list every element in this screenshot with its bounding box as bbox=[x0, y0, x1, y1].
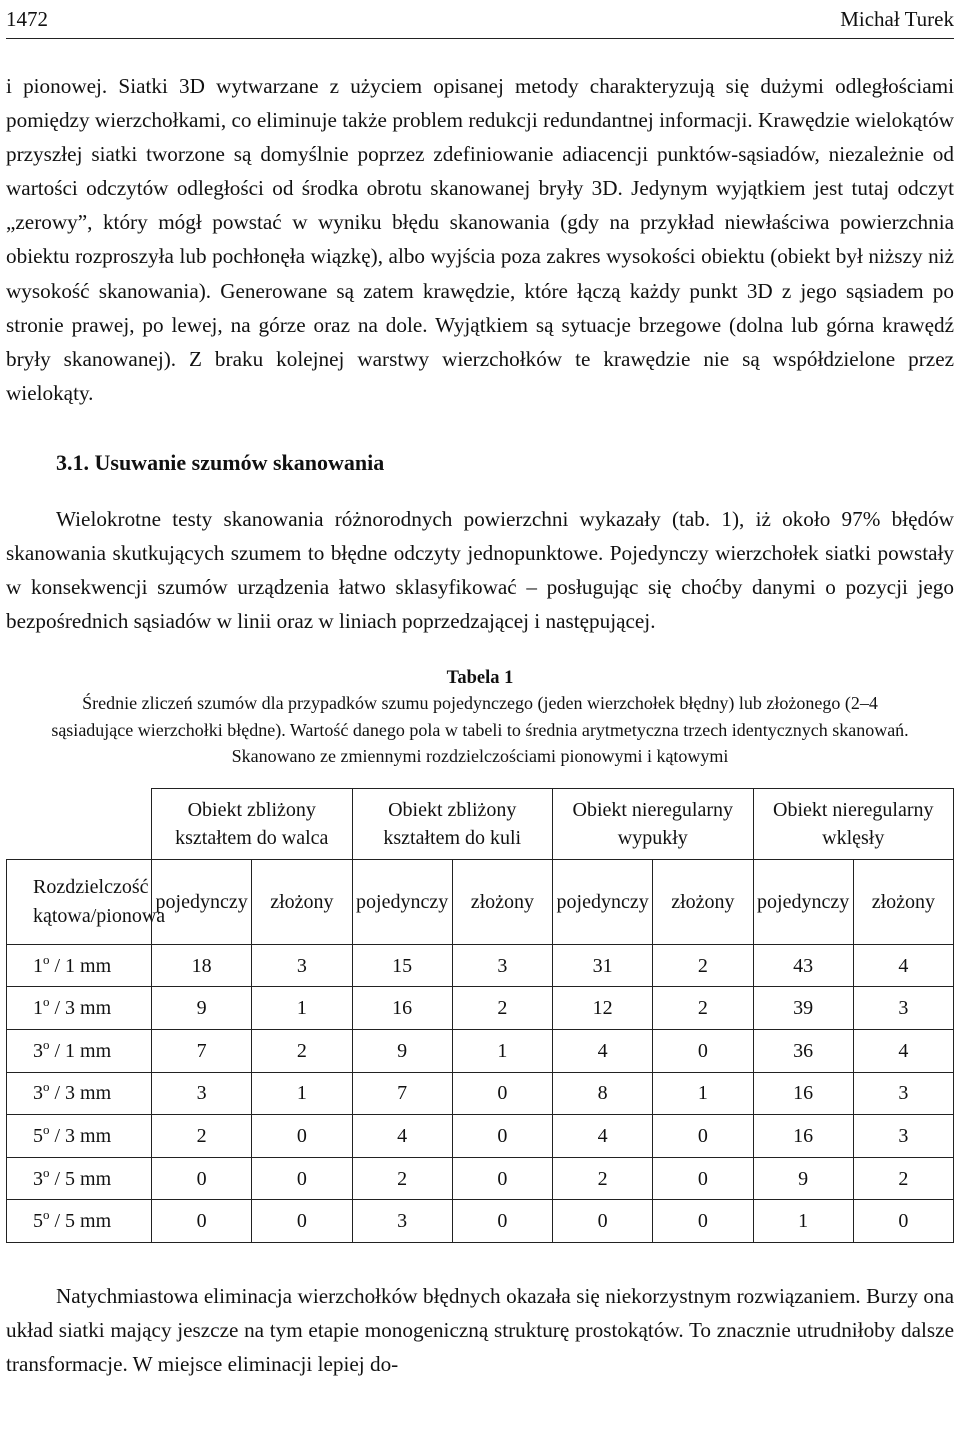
table-cell: 0 bbox=[653, 1200, 753, 1243]
table-cell: 3 bbox=[452, 944, 552, 987]
table-cell: 43 bbox=[753, 944, 853, 987]
table-cell: 1 bbox=[753, 1200, 853, 1243]
table-cell: 31 bbox=[553, 944, 653, 987]
group-cylinder: Obiekt zbliżony kształtem do walca bbox=[152, 788, 353, 859]
resolution-cell bbox=[7, 987, 152, 1030]
angle-value: 3 bbox=[33, 1167, 43, 1190]
resolution-header: Rozdzielczość kątowa/pionowa bbox=[7, 859, 152, 944]
table-cell: 7 bbox=[152, 1030, 252, 1073]
table-cell: 0 bbox=[653, 1030, 753, 1073]
table-cell: 0 bbox=[452, 1115, 552, 1158]
table-cell: 0 bbox=[653, 1115, 753, 1158]
table-cell: 3 bbox=[853, 987, 953, 1030]
table-cell: 12 bbox=[553, 987, 653, 1030]
table-cell: 4 bbox=[853, 1030, 953, 1073]
sub-header-single: pojedynczy bbox=[753, 859, 853, 944]
degree-mark: o bbox=[43, 1121, 50, 1137]
paragraph-elimination: Natychmiastowa eliminacja wierzchołków błędnych okazała się niekorzystnym rozwiązaniem. Burzy ona układ siatki mający jeszcze na tym etapie monogeniczną strukturę prostokątów. To znacznie utrudniłoby dalsze transformacje. W miejsce eliminacji lepiej do- bbox=[6, 1283, 954, 1377]
table-cell: 0 bbox=[653, 1157, 753, 1200]
resolution-cell bbox=[7, 1157, 152, 1200]
degree-mark: o bbox=[43, 951, 50, 967]
table-row bbox=[7, 1072, 954, 1115]
running-head bbox=[6, 0, 954, 39]
table-cell: 4 bbox=[553, 1030, 653, 1073]
angle-value: 3 bbox=[33, 1082, 43, 1105]
resolution-cell bbox=[7, 1200, 152, 1243]
group-sphere: Obiekt zbliżony kształtem do kuli bbox=[352, 788, 553, 859]
table-cell: 2 bbox=[853, 1157, 953, 1200]
sub-header-complex: złożony bbox=[853, 859, 953, 944]
table-cell: 39 bbox=[753, 987, 853, 1030]
table-cell: 8 bbox=[553, 1072, 653, 1115]
table-cell: 15 bbox=[352, 944, 452, 987]
paragraph-noise: Wielokrotne testy skanowania różnorodnych powierzchni wykazały (tab. 1), iż około 97% błędów skanowania skutkujących szumem to błędne odczyty jednopunktowe. Pojedynczy wierzchołek siatki powstały w konsekwencji szumów urządzenia łatwo sklasyfikować – posługując się choćby danymi o pozycji jego bezpośrednich sąsiadów w linii oraz w liniach poprzedzającej i następującej. bbox=[6, 506, 954, 634]
table-cell: 0 bbox=[152, 1200, 252, 1243]
table-cell: 3 bbox=[352, 1200, 452, 1243]
table-cell: 3 bbox=[152, 1072, 252, 1115]
section-heading: 3.1. Usuwanie szumów skanowania bbox=[56, 449, 385, 475]
table-cell: 0 bbox=[252, 1115, 352, 1158]
degree-mark: o bbox=[43, 994, 50, 1010]
sub-header-complex: złożony bbox=[252, 859, 352, 944]
table-sub-header-row bbox=[7, 859, 954, 944]
table-cell: 2 bbox=[352, 1157, 452, 1200]
table-cell: 4 bbox=[352, 1115, 452, 1158]
table-row bbox=[7, 944, 954, 987]
table-cell: 9 bbox=[352, 1030, 452, 1073]
table-cell: 2 bbox=[553, 1157, 653, 1200]
table-cell: 3 bbox=[252, 944, 352, 987]
degree-mark: o bbox=[43, 1036, 50, 1052]
degree-mark: o bbox=[43, 1207, 50, 1223]
table-cell: 0 bbox=[252, 1200, 352, 1243]
table-cell: 2 bbox=[653, 987, 753, 1030]
vertical-resolution: / 3 mm bbox=[49, 1082, 112, 1105]
sub-header-complex: złożony bbox=[653, 859, 753, 944]
table-cell: 0 bbox=[452, 1200, 552, 1243]
sub-header-single: pojedynczy bbox=[553, 859, 653, 944]
table-cell: 16 bbox=[753, 1115, 853, 1158]
table-corner-cell bbox=[7, 788, 152, 859]
table-cell: 1 bbox=[452, 1030, 552, 1073]
table-cell: 4 bbox=[853, 944, 953, 987]
vertical-resolution: / 5 mm bbox=[49, 1167, 112, 1190]
table-group-header-row bbox=[7, 788, 954, 859]
table-cell: 4 bbox=[553, 1115, 653, 1158]
angle-value: 5 bbox=[33, 1210, 43, 1233]
table-cell: 3 bbox=[853, 1115, 953, 1158]
table-cell: 0 bbox=[152, 1157, 252, 1200]
vertical-resolution: / 3 mm bbox=[49, 997, 112, 1020]
sub-header-single: pojedynczy bbox=[152, 859, 252, 944]
table-caption: Średnie zliczeń szumów dla przypadków szumu pojedynczego (jeden wierzchołek błędny) lub złożonego (2–4 sąsiadujące wierzchołki błędne). Wartość danego pola w tabeli to średnia arytmetyczna trzech identycznych skanowań. Skanowano ze zmiennymi rozdzielczościami pionowymi i kątowymi bbox=[51, 693, 909, 767]
table-cell: 1 bbox=[252, 987, 352, 1030]
noise-table bbox=[6, 788, 954, 1243]
resolution-cell bbox=[7, 1115, 152, 1158]
table-row bbox=[7, 1200, 954, 1243]
table-cell: 36 bbox=[753, 1030, 853, 1073]
table-cell: 7 bbox=[352, 1072, 452, 1115]
table-cell: 9 bbox=[152, 987, 252, 1030]
page-number: 1472 bbox=[6, 7, 48, 31]
angle-value: 1 bbox=[33, 954, 43, 977]
table-cell: 2 bbox=[452, 987, 552, 1030]
vertical-resolution: / 1 mm bbox=[49, 954, 112, 977]
table-cell: 2 bbox=[252, 1030, 352, 1073]
table-cell: 0 bbox=[452, 1157, 552, 1200]
angle-value: 3 bbox=[33, 1039, 43, 1062]
resolution-cell bbox=[7, 1072, 152, 1115]
group-irregular-concave: Obiekt nieregularny wklęsły bbox=[753, 788, 954, 859]
table-row bbox=[7, 1157, 954, 1200]
degree-mark: o bbox=[43, 1164, 50, 1180]
table-header bbox=[6, 666, 954, 770]
table-cell: 0 bbox=[553, 1200, 653, 1243]
table-cell: 2 bbox=[152, 1115, 252, 1158]
sub-header-complex: złożony bbox=[452, 859, 552, 944]
group-irregular-convex: Obiekt nieregularny wypukły bbox=[553, 788, 754, 859]
vertical-resolution: / 3 mm bbox=[49, 1124, 112, 1147]
vertical-resolution: / 1 mm bbox=[49, 1039, 112, 1062]
sub-header-single: pojedynczy bbox=[352, 859, 452, 944]
resolution-cell bbox=[7, 944, 152, 987]
table-row bbox=[7, 1030, 954, 1073]
author-name: Michał Turek bbox=[840, 7, 954, 31]
table-label: Tabela 1 bbox=[446, 668, 514, 689]
table-row bbox=[7, 987, 954, 1030]
table-cell: 0 bbox=[452, 1072, 552, 1115]
table-cell: 2 bbox=[653, 944, 753, 987]
table-cell: 9 bbox=[753, 1157, 853, 1200]
table-cell: 16 bbox=[753, 1072, 853, 1115]
page bbox=[6, 0, 954, 1381]
table-body bbox=[7, 944, 954, 1242]
table-row bbox=[7, 1115, 954, 1158]
vertical-resolution: / 5 mm bbox=[49, 1210, 112, 1233]
paragraph-intro: i pionowej. Siatki 3D wytwarzane z użyciem opisanej metody charakteryzują się dużymi odległościami pomiędzy wierzchołkami, co eliminuje także problem redukcji redundantnej informacji. Krawędzie wielokątów przyszłej siatki tworzone są domyślnie poprzez zdefiniowanie adiacencji punktów-sąsiadów, niezależnie od wartości odczytów odległości od środka obrotu skanowanej bryły 3D. Jedynym wyjątkiem jest tutaj odczyt „zerowy”, który mógł powstać w wyniku błędu skanowania (gdy na przykład niewłaściwa powierzchnia obiektu rozproszyła lub pochłonęła wiązkę), albo wyjścia poza zakres wysokości obiektu (obiekt był niższy niż wysokość skanowania). Generowane są zatem krawędzie, które łączą każdy punkt 3D z jego sąsiadem po stronie prawej, po lewej, na górze oraz na dole. Wyjątkiem są sytuacje brzegowe (dolna lub górna krawędź bryły skanowanej). Z braku kolejnej warstwy wierzchołków te krawędzie nie są współdzielone przez wielokąty. bbox=[6, 74, 954, 405]
table-cell: 3 bbox=[853, 1072, 953, 1115]
table-cell: 18 bbox=[152, 944, 252, 987]
resolution-cell bbox=[7, 1030, 152, 1073]
degree-mark: o bbox=[43, 1079, 50, 1095]
table-cell: 0 bbox=[252, 1157, 352, 1200]
table-cell: 1 bbox=[653, 1072, 753, 1115]
table-cell: 16 bbox=[352, 987, 452, 1030]
angle-value: 1 bbox=[33, 997, 43, 1020]
angle-value: 5 bbox=[33, 1124, 43, 1147]
table-cell: 0 bbox=[853, 1200, 953, 1243]
table-cell: 1 bbox=[252, 1072, 352, 1115]
